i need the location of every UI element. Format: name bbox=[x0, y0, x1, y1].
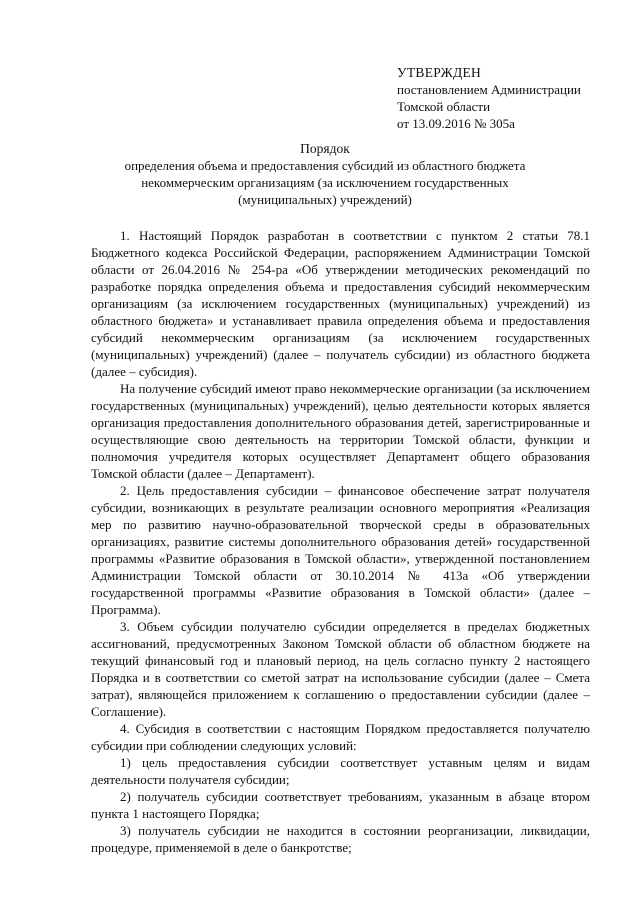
document-body bbox=[91, 227, 590, 856]
approval-stamp bbox=[397, 64, 627, 132]
approval-line-3: от 13.09.2016 № 305а bbox=[397, 116, 515, 131]
paragraph-5: 4. Субсидия в соответствии с настоящим Порядком предоставляется получателю субсидии при соблюдении следующих условий: bbox=[91, 721, 590, 753]
paragraph-1: 1. Настоящий Порядок разработан в соответствии с пунктом 2 статьи 78.1 Бюджетного кодекса Российской Федерации, распоряжением Администрации Томской области от 26.04.2016 № 254-ра «Об утверждении методических рекомендаций по разработке порядка определения объема и предоставления субсидий некоммерческим организациям (за исключением государственных (муниципальных) учреждений) из областного бюджета» и устанавливает правила определения объема и предоставления субсидий некоммерческим организациям (за исключением государственных (муниципальных) учреждений) (далее – получатель субсидии) из областного бюджета (далее – субсидия). bbox=[91, 228, 590, 379]
list-item-2: 2) получатель субсидии соответствует требованиям, указанным в абзаце втором пункта 1 настоящего Порядка; bbox=[91, 789, 590, 821]
document-title-block bbox=[60, 140, 590, 208]
list-item-3: 3) получатель субсидии не находится в состоянии реорганизации, ликвидации, процедуре, применяемой в деле о банкротстве; bbox=[91, 823, 590, 855]
approval-title: УТВЕРЖДЕН bbox=[397, 65, 482, 80]
document-subtitle-line-1: определения объема и предоставления субсидий из областного бюджета bbox=[124, 158, 526, 173]
paragraph-3: 2. Цель предоставления субсидии – финансовое обеспечение затрат получателя субсидии, возникающих в результате реализации основного мероприятия «Реализация мер по развитию научно-образовательной творческой среды в образовательных организациях, развитие системы дополнительного образования детей» государственной программы «Развитие образования в Томской области», утвержденной постановлением Администрации Томской области от 30.10.2014 № 413а «Об утверждении государственной программы «Развитие образования в Томской области» (далее – Программа). bbox=[91, 483, 590, 617]
approval-line-2: Томской области bbox=[397, 99, 491, 114]
document-subtitle-line-3: (муниципальных) учреждений) bbox=[238, 192, 412, 207]
paragraph-2: На получение субсидий имеют право некоммерческие организации (за исключением государственных (муниципальных) учреждений), целью деятельности которых является организация предоставления дополнительного образования детей, зарегистрированные и осуществляющие свою деятельность на территории Томской области, функции и полномочия учредителя которых осуществляет Департамент общего образования Томской области (далее – Департамент). bbox=[91, 381, 590, 481]
list-item-1: 1) цель предоставления субсидии соответствует уставным целям и видам деятельности получателя субсидии; bbox=[91, 755, 590, 787]
document-title: Порядок bbox=[300, 141, 350, 156]
paragraph-4: 3. Объем субсидии получателю субсидии определяется в пределах бюджетных ассигнований, предусмотренных Законом Томской области об областном бюджете на текущий финансовый год и плановый период, на цель согласно пункту 2 настоящего Порядка и в соответствии со сметой затрат на использование субсидии (далее – Смета затрат), являющейся приложением к соглашению о предоставлении субсидии (далее – Соглашение). bbox=[91, 619, 590, 719]
document-subtitle-line-2: некоммерческим организациям (за исключением государственных bbox=[141, 175, 509, 190]
approval-line-1: постановлением Администрации bbox=[397, 82, 581, 97]
